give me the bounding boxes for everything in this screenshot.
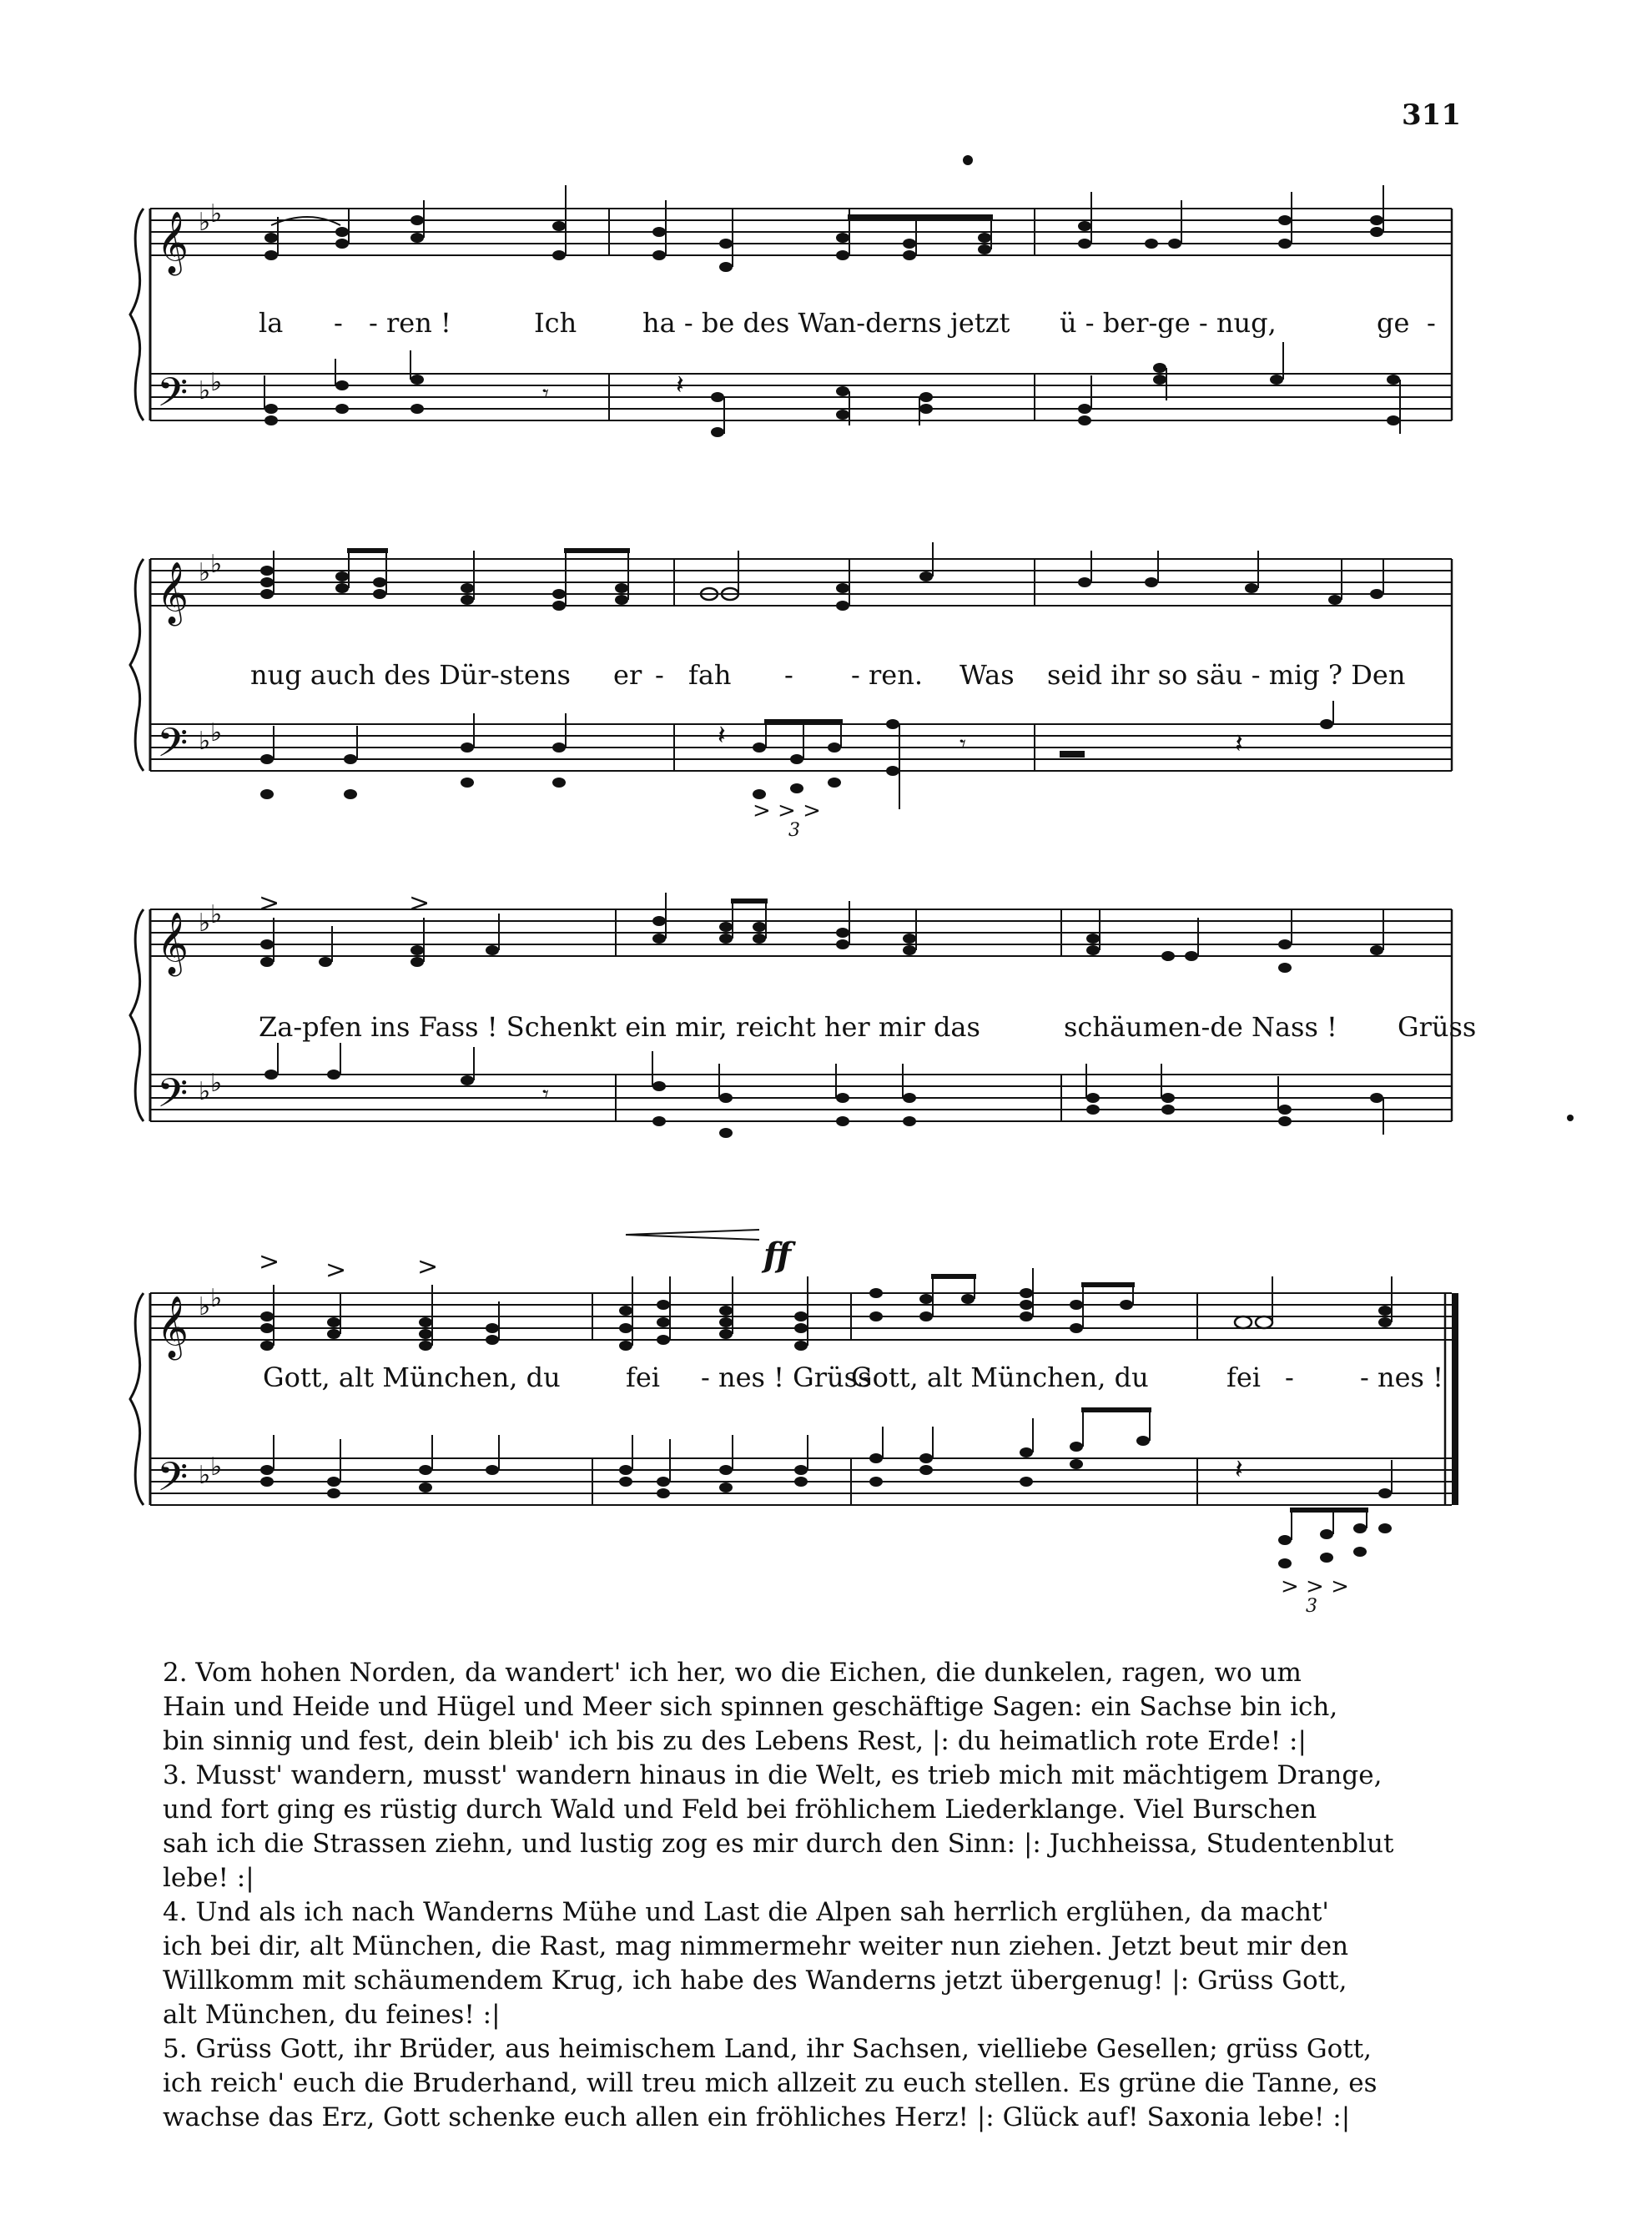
verse-4 [163, 1895, 1439, 2032]
svg-text:♭: ♭ [210, 368, 223, 397]
lyric-syllable: - ren ! [369, 307, 451, 339]
music-system-4 [125, 1226, 1460, 1618]
lyric-syllable: Gott, alt München, du [263, 1362, 561, 1393]
svg-text:♭: ♭ [210, 1284, 223, 1313]
lyric-syllable: Grüss [1398, 1011, 1477, 1043]
svg-text:𝄽: 𝄽 [1235, 1453, 1243, 1485]
svg-text:♭: ♭ [199, 1077, 211, 1106]
verse-line: wachse das Erz, Gott schenke euch allen ein fröhliches Herz! |: Glück auf! Saxonia lebe! :| [163, 2102, 1351, 2132]
svg-text:>: > [259, 888, 280, 918]
svg-text:𝄢: 𝄢 [157, 369, 189, 425]
lyric-syllable: la [259, 307, 284, 339]
svg-text:♭: ♭ [210, 1452, 223, 1482]
lyric-syllable: - nes ! Grüss [701, 1362, 872, 1393]
verse-line: bin sinnig und fest, dein bleib' ich bis zu des Lebens Rest, |: du heimatlich rote Erde! :| [163, 1726, 1307, 1756]
svg-text:♭: ♭ [210, 1069, 223, 1098]
lyric-syllable: Za-pfen ins Fass ! Schenkt ein mir, reicht her mir das [259, 1011, 980, 1043]
svg-text:♭: ♭ [199, 1292, 211, 1321]
verse-text-block [163, 1656, 1439, 2135]
lyric-syllable: Ich [534, 307, 577, 339]
lyric-syllable: ha - be des Wan-derns jetzt [642, 307, 1010, 339]
page-number: 311 [1402, 98, 1461, 132]
verse-line: lebe! :| [163, 1863, 254, 1893]
svg-text:𝄢: 𝄢 [157, 719, 189, 776]
lyric-syllable: ü - ber-ge - nug, [1060, 307, 1277, 339]
lyric-syllable: schäumen-de Nass ! [1064, 1011, 1337, 1043]
lyric-syllable: fei [1226, 1362, 1262, 1393]
svg-text:♭: ♭ [199, 558, 211, 587]
lyric-syllable: Gott, alt München, du [851, 1362, 1149, 1393]
svg-text:♭: ♭ [210, 199, 223, 229]
lyric-hyphen: - [334, 307, 343, 339]
svg-text:𝄾: 𝄾 [542, 380, 549, 409]
dynamic-marking: ff [763, 1236, 792, 1275]
svg-text:𝄢: 𝄢 [157, 1453, 189, 1510]
verse-line: 5. Grüss Gott, ihr Brüder, aus heimischem Land, ihr Sachsen, vielliebe Gesellen; grüss Gott, [163, 2034, 1372, 2064]
verse-2 [163, 1656, 1439, 1759]
svg-text:> > >: > > > [753, 798, 821, 823]
svg-text:♭: ♭ [210, 900, 223, 929]
verse-line: 2. Vom hohen Norden, da wandert' ich her, wo die Eichen, die dunkelen, ragen, wo um [163, 1658, 1302, 1688]
lyric-hyphen: - [784, 659, 793, 691]
svg-text:𝄞: 𝄞 [157, 562, 189, 624]
verse-line: und fort ging es rüstig durch Wald und Feld bei fröhlichem Liederklange. Viel Burschen [163, 1795, 1317, 1825]
stray-dot [963, 155, 973, 165]
verse-line: Hain und Heide und Hügel und Meer sich spinnen geschäftige Sagen: ein Sachse bin ich, [163, 1692, 1338, 1722]
svg-text:3: 3 [788, 820, 800, 841]
lyric-hyphen: - [655, 659, 664, 691]
svg-text:𝄽: 𝄽 [676, 369, 684, 400]
svg-text:𝄾: 𝄾 [959, 730, 966, 759]
lyric-syllable: - ren. [851, 659, 923, 691]
lyric-syllable: er [613, 659, 642, 691]
svg-text:♭: ♭ [210, 550, 223, 579]
verse-line: 4. Und als ich nach Wanderns Mühe und Last die Alpen sah herrlich erglühen, da macht' [163, 1897, 1329, 1927]
svg-text:𝄞: 𝄞 [157, 212, 189, 274]
svg-text:♭: ♭ [199, 1461, 211, 1490]
verse-line: sah ich die Strassen ziehn, und lustig zog es mir durch den Sinn: |: Juchheissa, Studentenblut [163, 1829, 1394, 1859]
lyric-hyphen: - [1285, 1362, 1294, 1393]
verse-line: Willkomm mit schäumendem Krug, ich habe des Wanderns jetzt übergenug! |: Grüss Gott, [163, 1966, 1347, 1996]
lyric-syllable: nug auch des Dür-stens [250, 659, 571, 691]
svg-text:>: > [325, 1256, 347, 1285]
svg-text:𝄞: 𝄞 [157, 1296, 189, 1358]
svg-text:𝄽: 𝄽 [1235, 727, 1243, 759]
lyric-hyphen: - [1427, 307, 1436, 339]
lyric-syllable: seid ihr so säu - mig ? Den [1047, 659, 1406, 691]
lyric-syllable: ge [1377, 307, 1410, 339]
lyric-syllable: fah [688, 659, 732, 691]
svg-text:> > >: > > > [1281, 1574, 1349, 1599]
verse-5 [163, 2032, 1439, 2135]
svg-text:♭: ♭ [199, 376, 211, 405]
lyric-syllable: - nes ! [1360, 1362, 1443, 1393]
verse-line: 3. Musst' wandern, musst' wandern hinaus in die Welt, es trieb mich mit mächtigem Drange, [163, 1760, 1383, 1790]
svg-text:𝄢: 𝄢 [157, 1070, 189, 1126]
lyric-syllable: Was [959, 659, 1015, 691]
lyric-syllable: fei [626, 1362, 661, 1393]
staff-graphics-4 [125, 1226, 1460, 1618]
verse-line: ich reich' euch die Bruderhand, will treu mich allzeit zu euch stellen. Es grüne die Tanne, es [163, 2068, 1378, 2098]
svg-text:𝄞: 𝄞 [157, 913, 189, 974]
svg-text:>: > [409, 888, 431, 918]
verse-line: ich bei dir, alt München, die Rast, mag nimmermehr weiter nun ziehen. Jetzt beut mir den [163, 1931, 1349, 1961]
svg-text:>: > [417, 1252, 439, 1281]
svg-text:♭: ♭ [199, 909, 211, 938]
svg-text:>: > [259, 1247, 280, 1276]
svg-text:𝄽: 𝄽 [718, 719, 726, 751]
stray-dot [1567, 1115, 1574, 1121]
svg-text:3: 3 [1306, 1596, 1317, 1617]
verse-line: alt München, du feines! :| [163, 2000, 501, 2030]
svg-text:♭: ♭ [199, 208, 211, 237]
svg-text:♭: ♭ [199, 727, 211, 756]
svg-text:𝄾: 𝄾 [542, 1080, 549, 1110]
svg-text:♭: ♭ [210, 718, 223, 748]
verse-3 [163, 1759, 1439, 1895]
